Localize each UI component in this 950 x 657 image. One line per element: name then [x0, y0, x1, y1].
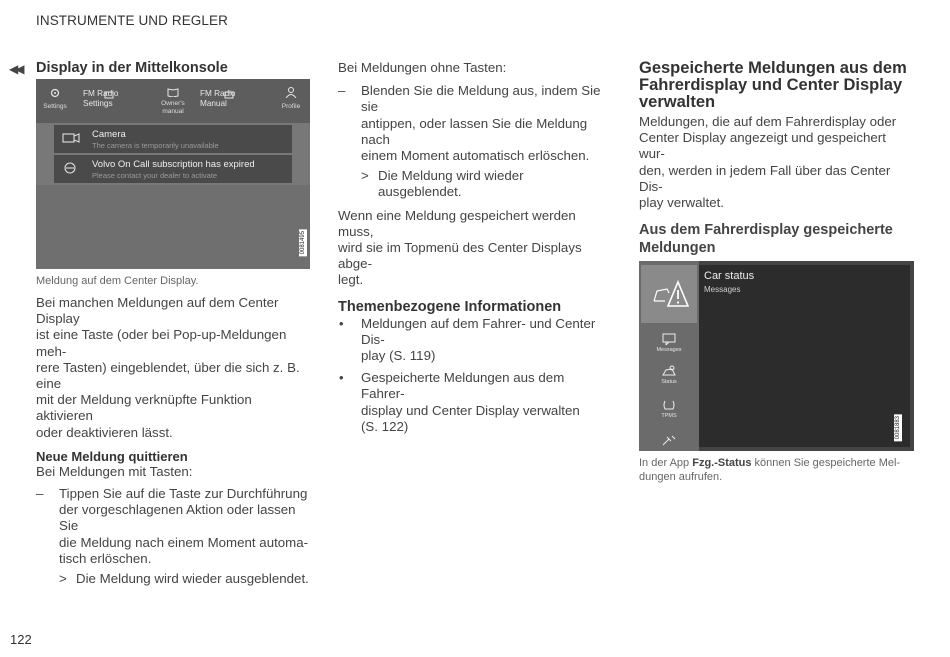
tile-fm-radio-settings[interactable] [83, 89, 119, 109]
app-sidebar [639, 261, 699, 451]
figure-caption: Meldung auf dem Center Display. [36, 275, 199, 287]
result-marker: > [59, 571, 67, 587]
display-background [36, 185, 310, 269]
text-line: Die Meldung wird wieder ausgeblendet. [378, 168, 524, 200]
text-line: mit der Meldung verknüpfte Funktion aktivieren [36, 392, 252, 424]
sidebar-label: Messages [656, 347, 682, 354]
related-heading: Themenbezogene Informationen [338, 298, 562, 315]
text-line: Fahrerdisplay und Center Display [639, 76, 903, 94]
text-line: verwalten [639, 93, 716, 111]
related-link[interactable] [338, 370, 610, 435]
column-3 [639, 56, 915, 484]
sidebar-label: TPMS [661, 413, 677, 420]
sidebar-item-status[interactable] [639, 365, 699, 385]
car-warning-icon [651, 279, 689, 309]
subheading [639, 221, 915, 257]
text-line: ist eine Taste (oder bei Pop-up-Meldungen meh- [36, 327, 287, 359]
panel-subtitle: Messages [704, 285, 741, 295]
tpms-icon [662, 399, 676, 411]
instruction-step [338, 83, 610, 164]
text-line: wird sie im Topmenü des Center Displays abge- [338, 240, 582, 272]
warning-tile[interactable] [641, 265, 697, 323]
message-row-volvo-on-call[interactable] [54, 155, 292, 183]
message-subtitle: Please contact your dealer to activate [92, 171, 218, 180]
instruction-result [36, 571, 312, 587]
text-line: rere Tasten) eingeblendet, über die sich z. B. eine [36, 359, 300, 392]
figure-caption [639, 456, 915, 484]
text-line: Die Meldung wird wieder ausgeblendet. [76, 571, 309, 587]
tile-profile-label: Profile [281, 103, 301, 110]
car-status-panel [699, 265, 910, 447]
body-paragraph [36, 295, 312, 441]
sidebar-label: Status [661, 379, 677, 386]
intro-text: Bei Meldungen ohne Tasten: [338, 60, 507, 75]
text-line: antippen, oder lassen Sie die Meldung nach [361, 115, 588, 147]
text-line: Wenn eine Meldung gespeichert werden muss, [338, 207, 576, 239]
text-line: play verwaltet. [639, 195, 724, 211]
section-heading: Display in der Mittelkonsole [36, 60, 228, 76]
text-line: Meldungen [639, 240, 716, 257]
text-line: die Meldung nach einem Moment automa- [59, 534, 309, 550]
text-line: Gespeicherte Meldungen aus dem [639, 59, 907, 77]
caption-text: In der App [639, 457, 693, 470]
text-line: einem Moment automatisch erlöschen. [361, 148, 590, 164]
column-2 [338, 56, 610, 435]
instruction-step [36, 486, 312, 567]
text-line: oder deaktivieren lässt. [36, 424, 173, 440]
intro-text: Bei Meldungen mit Tasten: [36, 463, 193, 479]
column-1 [36, 56, 312, 587]
text-line: Bei manchen Meldungen auf dem Center Display [36, 295, 279, 327]
book-icon [167, 87, 179, 97]
text-line: den, werden in jedem Fall über das Center Dis- [639, 162, 891, 194]
body-paragraph [338, 208, 610, 289]
text-line: Gespeicherte Meldungen aus dem Fahrer- [361, 370, 565, 402]
result-marker: > [361, 168, 369, 184]
tile-label: manual [162, 107, 184, 115]
tile-fm-radio-manual[interactable] [200, 89, 236, 109]
service-icon [661, 433, 677, 447]
sidebar-item-tpms[interactable] [639, 399, 699, 419]
settings-icon [48, 87, 62, 99]
message-row-camera[interactable] [54, 125, 292, 153]
status-icon [662, 365, 676, 377]
camera-icon [62, 131, 80, 145]
figure-code: 0081495 [300, 231, 306, 255]
caption-text: können Sie gespeicherte Mel- [751, 457, 901, 470]
subheading: Neue Meldung quittieren [36, 448, 188, 464]
display-top-bar [36, 79, 310, 123]
text-line: Tippen Sie auf die Taste zur Durchführung [59, 486, 308, 502]
related-link[interactable] [338, 316, 610, 365]
text-line: Meldungen auf dem Fahrer- und Center Dis- [361, 315, 596, 347]
sidebar-item-messages[interactable] [639, 333, 699, 353]
text-line: der vorgeschlagenen Aktion oder lassen Sie [59, 502, 296, 534]
caption-app-name: Fzg.-Status [692, 457, 752, 470]
tile-label: Owner's [161, 100, 185, 107]
text-line: tisch erlöschen. [59, 550, 152, 566]
message-subtitle: The camera is temporarily unavailable [92, 141, 219, 150]
instruction-result [338, 168, 610, 200]
text-line: Blenden Sie die Meldung aus, indem Sie sie [361, 83, 601, 115]
profile-icon [285, 86, 297, 98]
body-paragraph [639, 114, 915, 211]
running-header: INSTRUMENTE UND REGLER [36, 13, 228, 28]
page-number: 122 [10, 632, 32, 647]
text-line: Aus dem Fahrerdisplay gespeicherte [639, 222, 893, 239]
messages-icon [662, 333, 676, 345]
tile-label: Manual [200, 99, 227, 108]
car-status-illustration [639, 261, 914, 451]
figure-code: 0081883 [895, 416, 901, 440]
panel-title: Car status [704, 270, 755, 283]
volvo-on-call-icon [62, 161, 80, 175]
tile-settings-label: Settings [43, 103, 67, 110]
tile-owners-manual[interactable] [156, 100, 190, 115]
text-line: Meldungen, die auf dem Fahrerdisplay oder [639, 114, 897, 129]
tile-label: FM Radio [83, 89, 119, 98]
section-heading [639, 60, 915, 111]
text-line: Center Display angezeigt und gespeichert wur- [639, 130, 886, 162]
tile-label: Settings [83, 99, 113, 108]
text-line: legt. [338, 272, 364, 288]
caption-text: dungen aufrufen. [639, 471, 723, 484]
message-title: Volvo On Call subscription has expired [92, 159, 255, 170]
text-line: play (S. 119) [361, 348, 436, 364]
text-line: display und Center Display verwalten [361, 402, 580, 418]
back-arrow-icon[interactable]: ◀◀ [9, 62, 22, 76]
tile-label: FM Radio [200, 89, 236, 98]
message-title: Camera [92, 129, 126, 140]
text-line: (S. 122) [361, 418, 409, 434]
center-display-illustration [36, 79, 310, 269]
